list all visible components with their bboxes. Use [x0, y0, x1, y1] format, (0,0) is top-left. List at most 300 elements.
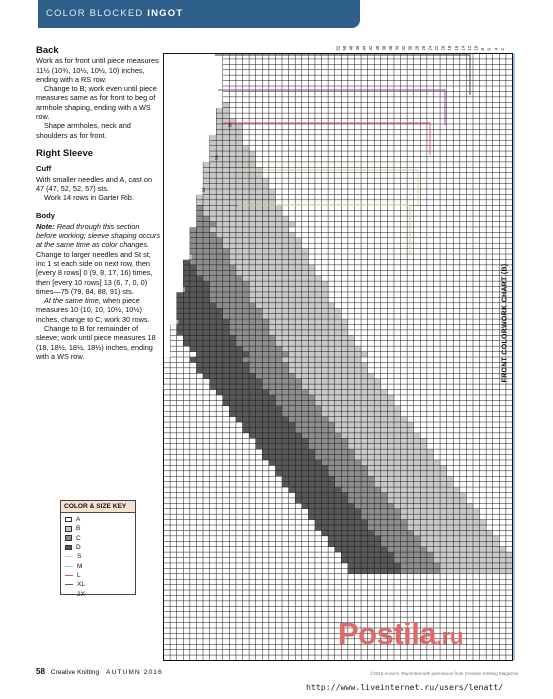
chart-cell — [196, 341, 203, 347]
chart-cell — [295, 476, 302, 482]
chart-cell — [473, 520, 480, 526]
chart-cell — [269, 222, 276, 228]
chart-cell — [269, 249, 276, 255]
chart-cell — [460, 514, 467, 520]
chart-cell — [493, 536, 500, 542]
chart-cell — [453, 558, 460, 564]
chart-cell — [229, 135, 236, 141]
chart-cell — [328, 465, 335, 471]
chart-cell — [302, 417, 309, 423]
chart-cell — [335, 319, 342, 325]
chart-cell — [216, 324, 223, 330]
chart-cell — [269, 308, 276, 314]
chart-outside-mask — [163, 178, 203, 184]
chart-cell — [243, 373, 250, 379]
chart-cell — [216, 173, 223, 179]
chart-cell — [223, 173, 230, 179]
chart-cell — [275, 352, 282, 358]
chart-cell — [427, 455, 434, 461]
chart-cell — [190, 232, 197, 238]
chart-cell — [275, 444, 282, 450]
chart-cell — [361, 373, 368, 379]
chart-cell — [328, 411, 335, 417]
chart-outside-mask — [163, 118, 216, 124]
chart-cell — [256, 308, 263, 314]
chart-cell — [262, 357, 269, 363]
chart-cell — [229, 406, 236, 412]
chart-cell — [262, 270, 269, 276]
chart-cell — [275, 324, 282, 330]
chart-cell — [223, 108, 230, 114]
chart-cell — [289, 265, 296, 271]
chart-cell — [282, 303, 289, 309]
chart-cell — [190, 238, 197, 244]
chart-cell — [216, 216, 223, 222]
chart-cell — [394, 406, 401, 412]
chart-cell — [308, 324, 315, 330]
chart-cell — [361, 406, 368, 412]
chart-cell — [335, 400, 342, 406]
chart-cell — [236, 222, 243, 228]
chart-cell — [302, 276, 309, 282]
chart-cell — [420, 465, 427, 471]
chart-cell — [335, 324, 342, 330]
chart-cell — [407, 509, 414, 515]
chart-cell — [269, 205, 276, 211]
chart-cell — [341, 406, 348, 412]
chart-cell — [275, 254, 282, 260]
chart-cell — [354, 509, 361, 515]
chart-cell — [427, 536, 434, 542]
chart-cell — [348, 449, 355, 455]
chart-cell — [374, 444, 381, 450]
chart-cell — [440, 558, 447, 564]
chart-cell — [420, 563, 427, 569]
chart-cell — [249, 384, 256, 390]
chart-cell — [275, 276, 282, 282]
chart-cell — [433, 568, 440, 574]
chart-cell — [262, 216, 269, 222]
chart-cell — [302, 395, 309, 401]
chart-cell — [328, 433, 335, 439]
chart-cell — [387, 525, 394, 531]
chart-cell — [348, 471, 355, 477]
chart-cell — [308, 482, 315, 488]
chart-cell — [348, 568, 355, 574]
chart-cell — [381, 487, 388, 493]
chart-cell — [302, 259, 309, 265]
chart-cell — [229, 324, 236, 330]
chart-cell — [256, 411, 263, 417]
chart-cell — [433, 552, 440, 558]
chart-cell — [361, 476, 368, 482]
chart-cell — [401, 487, 408, 493]
chart-cell — [289, 362, 296, 368]
chart-cell — [315, 373, 322, 379]
chart-cell — [401, 530, 408, 536]
chart-cell — [229, 270, 236, 276]
chart-cell — [348, 503, 355, 509]
chart-cell — [203, 308, 210, 314]
chart-cell — [381, 406, 388, 412]
chart-outside-mask — [163, 194, 196, 200]
chart-cell — [295, 390, 302, 396]
chart-cell — [249, 265, 256, 271]
chart-outside-mask — [163, 232, 190, 238]
chart-cell — [401, 541, 408, 547]
chart-cell — [302, 433, 309, 439]
chart-cell — [262, 379, 269, 385]
chart-cell — [282, 444, 289, 450]
chart-cell — [289, 411, 296, 417]
chart-cell — [335, 482, 342, 488]
cuff-paragraph-2: Work 14 rows in Garter Rib. — [44, 193, 134, 203]
chart-cell — [210, 259, 217, 265]
chart-cell — [368, 530, 375, 536]
chart-cell — [440, 482, 447, 488]
chart-cell — [190, 297, 197, 303]
chart-cell — [401, 438, 408, 444]
chart-cell — [381, 568, 388, 574]
chart-outside-mask — [163, 259, 183, 265]
chart-cell — [401, 536, 408, 542]
chart-cell — [322, 482, 329, 488]
chart-cell — [249, 243, 256, 249]
chart-cell — [381, 552, 388, 558]
chart-cell — [308, 357, 315, 363]
chart-cell — [414, 558, 421, 564]
chart-cell — [269, 341, 276, 347]
chart-cell — [269, 281, 276, 287]
chart-cell — [315, 498, 322, 504]
chart-cell — [183, 330, 190, 336]
chart-cell — [374, 384, 381, 390]
chart-cell — [433, 514, 440, 520]
chart-cell — [420, 449, 427, 455]
chart-cell — [289, 314, 296, 320]
chart-cell — [354, 346, 361, 352]
body-paragraph-3: Change to B for remainder of sleeve; work until piece measures 18 (18, 18½, 18½, 18½) inches, ending with a WS row. — [36, 324, 156, 361]
chart-cell — [387, 400, 394, 406]
chart-cell — [368, 390, 375, 396]
chart-cell — [302, 487, 309, 493]
chart-cell — [190, 346, 197, 352]
chart-cell — [190, 281, 197, 287]
chart-cell — [407, 541, 414, 547]
chart-cell — [249, 281, 256, 287]
chart-cell — [203, 259, 210, 265]
chart-cell — [295, 243, 302, 249]
chart-cell — [210, 324, 217, 330]
chart-cell — [236, 319, 243, 325]
chart-cell — [361, 444, 368, 450]
chart-cell — [236, 297, 243, 303]
chart-cell — [295, 417, 302, 423]
chart-cell — [203, 173, 210, 179]
chart-cell — [196, 211, 203, 217]
chart-cell — [249, 156, 256, 162]
chart-cell — [302, 303, 309, 309]
chart-cell — [236, 417, 243, 423]
chart-cell — [493, 547, 500, 553]
chart-cell — [414, 433, 421, 439]
chart-cell — [203, 270, 210, 276]
chart-cell — [203, 238, 210, 244]
chart-cell — [427, 541, 434, 547]
chart-cell — [256, 335, 263, 341]
chart-cell — [315, 492, 322, 498]
chart-cell — [401, 509, 408, 515]
chart-cell — [335, 362, 342, 368]
chart-cell — [282, 232, 289, 238]
chart-cell — [374, 568, 381, 574]
chart-cell — [374, 390, 381, 396]
chart-cell — [216, 184, 223, 190]
chart-cell — [196, 238, 203, 244]
chart-cell — [223, 140, 230, 146]
chart-cell — [249, 362, 256, 368]
chart-cell — [295, 433, 302, 439]
chart-cell — [302, 482, 309, 488]
chart-cell — [289, 243, 296, 249]
chart-cell — [453, 530, 460, 536]
chart-cell — [433, 536, 440, 542]
chart-cell — [190, 330, 197, 336]
chart-cell — [282, 227, 289, 233]
chart-cell — [289, 449, 296, 455]
chart-cell — [420, 547, 427, 553]
chart-cell — [256, 406, 263, 412]
chart-cell — [328, 400, 335, 406]
chart-cell — [190, 314, 197, 320]
chart-cell — [256, 324, 263, 330]
chart-cell — [275, 335, 282, 341]
chart-cell — [216, 129, 223, 135]
chart-cell — [236, 129, 243, 135]
chart-cell — [368, 558, 375, 564]
chart-cell — [427, 552, 434, 558]
chart-cell — [190, 265, 197, 271]
chart-cell — [308, 400, 315, 406]
chart-cell — [275, 390, 282, 396]
chart-cell — [210, 211, 217, 217]
chart-cell — [269, 417, 276, 423]
chart-cell — [381, 530, 388, 536]
chart-cell — [262, 427, 269, 433]
chart-cell — [348, 406, 355, 412]
chart-cell — [354, 503, 361, 509]
chart-cell — [387, 449, 394, 455]
chart-cell — [275, 422, 282, 428]
chart-cell — [236, 352, 243, 358]
chart-cell — [249, 178, 256, 184]
chart-cell — [354, 563, 361, 569]
chart-cell — [447, 530, 454, 536]
chart-cell — [420, 568, 427, 574]
chart-cell — [341, 400, 348, 406]
chart-cell — [269, 438, 276, 444]
chart-cell — [243, 335, 250, 341]
chart-cell — [282, 324, 289, 330]
chart-cell — [401, 514, 408, 520]
back-paragraph-2: Change to B; work even until piece measures same as for front to beg of armhole shaping, ending with a WS row. — [36, 84, 157, 122]
chart-cell — [229, 308, 236, 314]
chart-cell — [256, 243, 263, 249]
chart-cell — [196, 362, 203, 368]
chart-cell — [275, 346, 282, 352]
chart-cell — [387, 498, 394, 504]
chart-cell — [216, 232, 223, 238]
chart-cell — [236, 205, 243, 211]
chart-cell — [361, 438, 368, 444]
chart-cell — [322, 287, 329, 293]
chart-cell — [486, 563, 493, 569]
chart-cell — [354, 541, 361, 547]
chart-cell — [341, 541, 348, 547]
chart-cell — [368, 395, 375, 401]
chart-cell — [466, 536, 473, 542]
chart-cell — [302, 357, 309, 363]
chart-cell — [256, 444, 263, 450]
chart-cell — [341, 536, 348, 542]
chart-cell — [262, 319, 269, 325]
chart-cell — [289, 433, 296, 439]
chart-cell — [480, 530, 487, 536]
chart-cell — [348, 400, 355, 406]
chart-cell — [328, 492, 335, 498]
chart-cell — [460, 530, 467, 536]
chart-cell — [183, 297, 190, 303]
chart-cell — [387, 460, 394, 466]
chart-cell — [269, 357, 276, 363]
chart-cell — [354, 530, 361, 536]
chart-cell — [315, 514, 322, 520]
chart-cell — [341, 319, 348, 325]
chart-cell — [348, 536, 355, 542]
chart-outside-mask — [163, 86, 223, 92]
chart-cell — [354, 476, 361, 482]
chart-cell — [302, 330, 309, 336]
source-url[interactable]: http://www.liveinternet.ru/users/lenatt/ — [306, 682, 504, 692]
chart-cell — [348, 514, 355, 520]
chart-cell — [302, 373, 309, 379]
chart-cell — [308, 341, 315, 347]
chart-cell — [249, 173, 256, 179]
chart-cell — [361, 492, 368, 498]
chart-cell — [210, 379, 217, 385]
chart-cell — [308, 319, 315, 325]
chart-cell — [335, 514, 342, 520]
chart-cell — [256, 292, 263, 298]
chart-cell — [249, 254, 256, 260]
chart-cell — [447, 498, 454, 504]
chart-cell — [374, 460, 381, 466]
chart-cell — [249, 346, 256, 352]
chart-title-text: FRONT COLORWORK CHART (B) — [501, 263, 509, 383]
chart-cell — [229, 162, 236, 168]
chart-cell — [335, 536, 342, 542]
chart-cell — [401, 465, 408, 471]
chart-cell — [190, 227, 197, 233]
chart-cell — [420, 503, 427, 509]
chart-cell — [275, 222, 282, 228]
chart-cell — [322, 455, 329, 461]
chart-cell — [249, 184, 256, 190]
chart-cell — [282, 216, 289, 222]
chart-cell — [275, 265, 282, 271]
chart-cell — [493, 541, 500, 547]
chart-cell — [361, 384, 368, 390]
chart-cell — [275, 362, 282, 368]
chart-cell — [381, 541, 388, 547]
chart-cell — [302, 406, 309, 412]
chart-cell — [308, 276, 315, 282]
chart-cell — [229, 314, 236, 320]
chart-cell — [361, 411, 368, 417]
chart-outside-mask — [163, 107, 216, 113]
chart-cell — [308, 476, 315, 482]
chart-cell — [368, 400, 375, 406]
chart-cell — [216, 330, 223, 336]
chart-cell — [414, 455, 421, 461]
chart-cell — [414, 492, 421, 498]
chart-cell — [401, 498, 408, 504]
chart-cell — [210, 292, 217, 298]
chart-cell — [368, 465, 375, 471]
chart-cell — [249, 368, 256, 374]
chart-cell — [433, 482, 440, 488]
chart-cell — [308, 427, 315, 433]
chart-cell — [440, 503, 447, 509]
chart-cell — [473, 547, 480, 553]
chart-cell — [177, 314, 184, 320]
chart-cell — [394, 503, 401, 509]
chart-cell — [236, 243, 243, 249]
chart-cell — [328, 541, 335, 547]
chart-cell — [328, 438, 335, 444]
chart-cell — [216, 379, 223, 385]
chart-cell — [275, 232, 282, 238]
chart-cell — [243, 189, 250, 195]
note-text: Read through this section before working; sleeve shaping occurs at the same time as color changes. — [36, 221, 161, 250]
chart-cell — [348, 460, 355, 466]
chart-cell — [348, 368, 355, 374]
chart-cell — [269, 433, 276, 439]
chart-cell — [210, 373, 217, 379]
chart-cell — [282, 395, 289, 401]
chart-cell — [196, 352, 203, 358]
chart-cell — [374, 498, 381, 504]
chart-cell — [447, 487, 454, 493]
chart-cell — [420, 541, 427, 547]
chart-cell — [262, 400, 269, 406]
chart-cell — [295, 259, 302, 265]
chart-cell — [453, 492, 460, 498]
chart-cell — [308, 308, 315, 314]
chart-cell — [196, 194, 203, 200]
chart-cell — [308, 438, 315, 444]
chart-outside-mask — [163, 292, 176, 298]
chart-cell — [275, 465, 282, 471]
chart-cell — [315, 357, 322, 363]
chart-cell — [407, 444, 414, 450]
chart-cell — [262, 243, 269, 249]
chart-cell — [196, 346, 203, 352]
chart-cell — [322, 390, 329, 396]
chart-cell — [282, 368, 289, 374]
chart-cell — [368, 444, 375, 450]
chart-cell — [322, 379, 329, 385]
